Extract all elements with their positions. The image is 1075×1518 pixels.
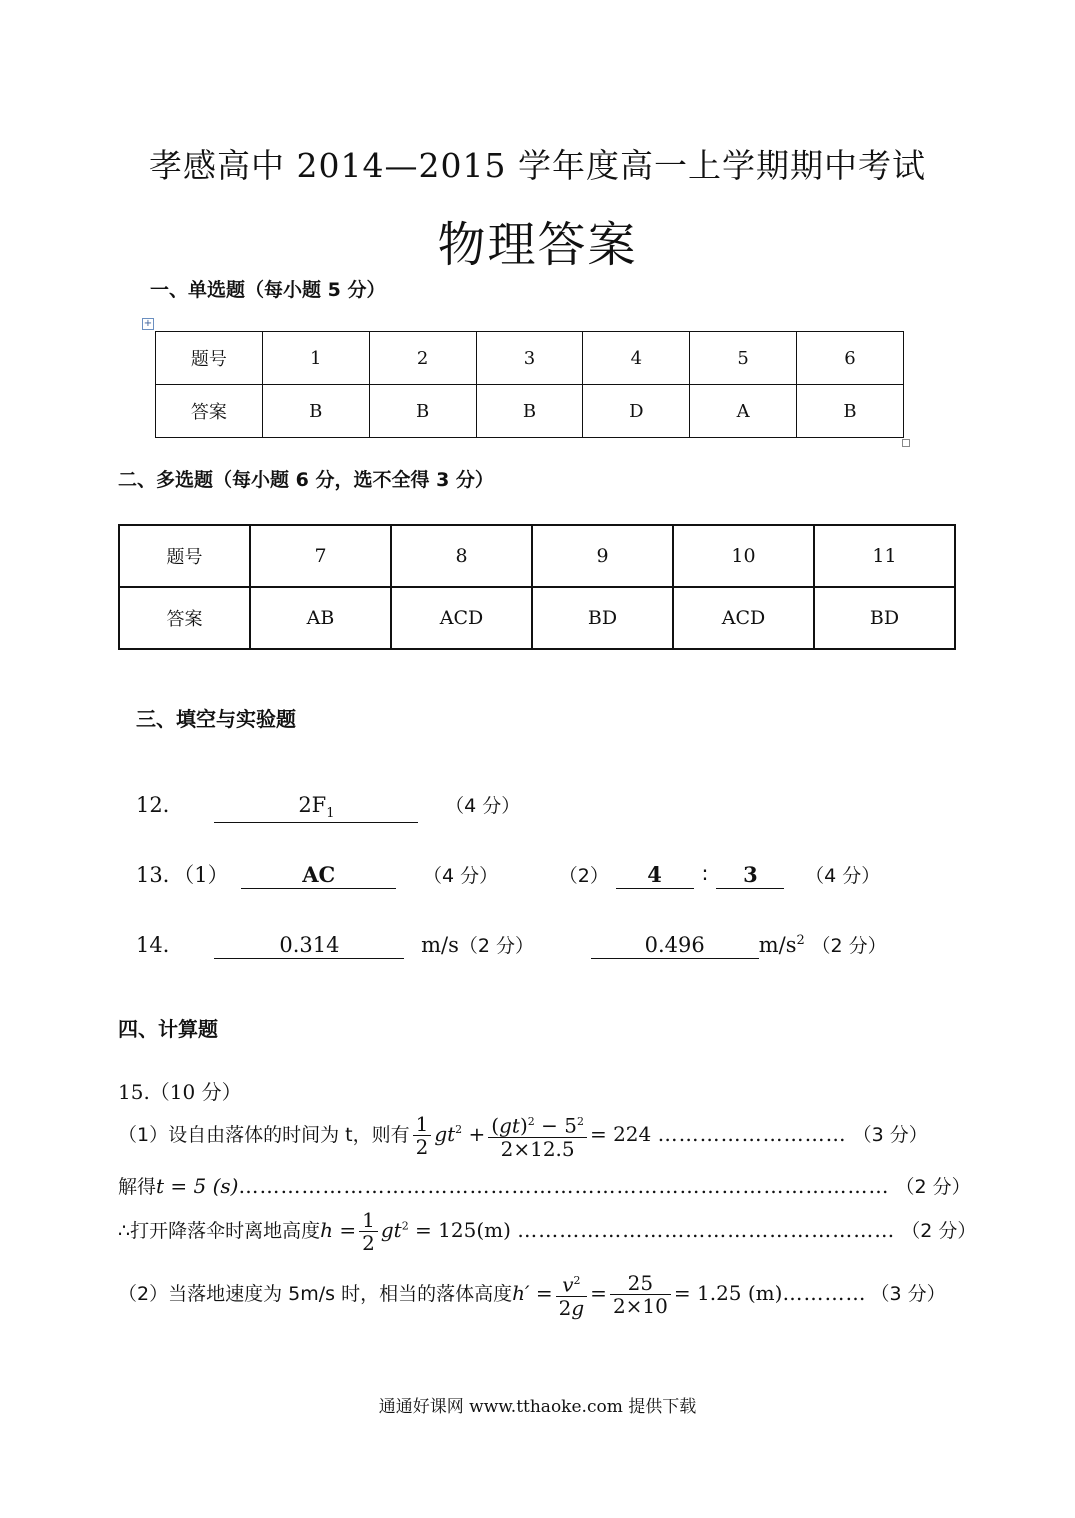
q14-unit2: $m/s^2$ [758, 933, 805, 957]
section4-heading: 四、计算题 [118, 1017, 218, 1041]
answer-cell: B [262, 385, 369, 438]
multiple-choice-table [118, 524, 956, 650]
subject-title: 物理答案 [437, 217, 638, 273]
formula-fraction: $\frac{(gt)^2 - 5^2}{2\times 12.5}$ [488, 1111, 587, 1160]
answer-cell: AB [250, 587, 391, 649]
question-number-cell: 8 [391, 525, 532, 587]
answer-cell: D [583, 385, 690, 438]
table-row [156, 332, 904, 385]
question-number-cell: 7 [250, 525, 391, 587]
q13-part2-label: （2） [558, 865, 609, 887]
answer-cell: BD [532, 587, 673, 649]
q12-answer-blank: $2F_1$ [214, 793, 418, 823]
q14-answer1-blank: 0.314 [214, 933, 404, 959]
q14-points1: （2 分） [458, 935, 535, 957]
row-label-number: 题号 [156, 332, 263, 385]
row-label-answer: 答案 [156, 385, 263, 438]
q13-answer2b-blank: 3 [716, 862, 784, 889]
answer-cell: A [690, 385, 797, 438]
section2-heading: 二、多选题（每小题 6 分，选不全得 3 分） [118, 469, 494, 491]
q13-label: 13．（1） [136, 863, 229, 887]
q15-line3: ∴打开降落伞时离地高度h = $\frac{1}{2}$ $gt^2 = 125(m)$ ……………………………………………… （2 分） [118, 1208, 977, 1255]
q13-points1: （4 分） [422, 865, 499, 887]
table-resize-handle[interactable] [902, 439, 910, 447]
exam-title: 孝感高中 2014—2015 学年度高一上学期期中考试 [149, 146, 926, 185]
q13-ratio-separator: ∶ [702, 863, 708, 887]
question-number-cell: 11 [814, 525, 955, 587]
question-number-cell: 4 [583, 332, 690, 385]
question-number-cell: 2 [369, 332, 476, 385]
formula-v2-over-2g: $\frac{v^2}{2g}$ [556, 1270, 588, 1319]
answer-cell: B [369, 385, 476, 438]
q12-points: （4 分） [445, 795, 521, 817]
row-label-answer: 答案 [119, 587, 250, 649]
table-row [119, 587, 955, 649]
answer-cell: B [476, 385, 583, 438]
section1-heading: 一、单选题（每小题 5 分） [150, 279, 386, 301]
answer-cell: ACD [391, 587, 532, 649]
q15-line1: （1）设自由落体的时间为 t，则有 $\frac{1}{2}$ $gt^2$ + $\frac{(gt)^2 - 5^2}{2\times 12.5}$ = 224 ……………………… （3 分） [118, 1111, 928, 1161]
section3-heading: 三、填空与实验题 [136, 707, 296, 731]
question-number-cell: 6 [797, 332, 904, 385]
formula-half: $\frac{1}{2}$ [359, 1209, 378, 1254]
formula-half: $\frac{1}{2}$ [413, 1113, 432, 1158]
question-number-cell: 3 [476, 332, 583, 385]
question-13 [136, 859, 880, 889]
q13-answer2a-blank: 4 [616, 862, 694, 889]
q14-label: 14． [136, 933, 184, 957]
answer-cell: BD [814, 587, 955, 649]
q15-line4: （2）当落地速度为 5m/s 时，相当的落体高度h′ = $\frac{v^2}{2g}$ = $\frac{25}{2\times 10}$ = 1.25 (m)………… （3 分） [118, 1270, 946, 1320]
q14-points2: （2 分） [811, 935, 887, 957]
formula-25-over-20: $\frac{25}{2\times 10}$ [610, 1272, 671, 1317]
table-move-handle-icon[interactable]: + [143, 318, 153, 329]
q12-label: 12． [136, 793, 184, 817]
q15-label: 15.（10 分） [118, 1080, 242, 1104]
table-row [119, 525, 955, 587]
q15-line2: 解得t = 5 (s)………………………………………………………………………………… （2 分） [118, 1174, 971, 1198]
answer-cell: ACD [673, 587, 814, 649]
q14-unit1: m/s [421, 933, 459, 957]
q13-points2: （4 分） [805, 865, 881, 887]
footer-download-note: 通通好课网 www.tthaoke.com 提供下载 [378, 1397, 697, 1417]
table-row [156, 385, 904, 438]
q13-answer1-blank: AC [241, 862, 396, 889]
question-number-cell: 10 [673, 525, 814, 587]
answer-cell: B [797, 385, 904, 438]
q14-answer2-blank: 0.496 [591, 933, 759, 959]
question-number-cell: 1 [262, 332, 369, 385]
question-12 [136, 789, 520, 823]
single-choice-table [155, 331, 904, 438]
question-14 [136, 929, 887, 959]
question-number-cell: 5 [690, 332, 797, 385]
question-number-cell: 9 [532, 525, 673, 587]
row-label-number: 题号 [119, 525, 250, 587]
